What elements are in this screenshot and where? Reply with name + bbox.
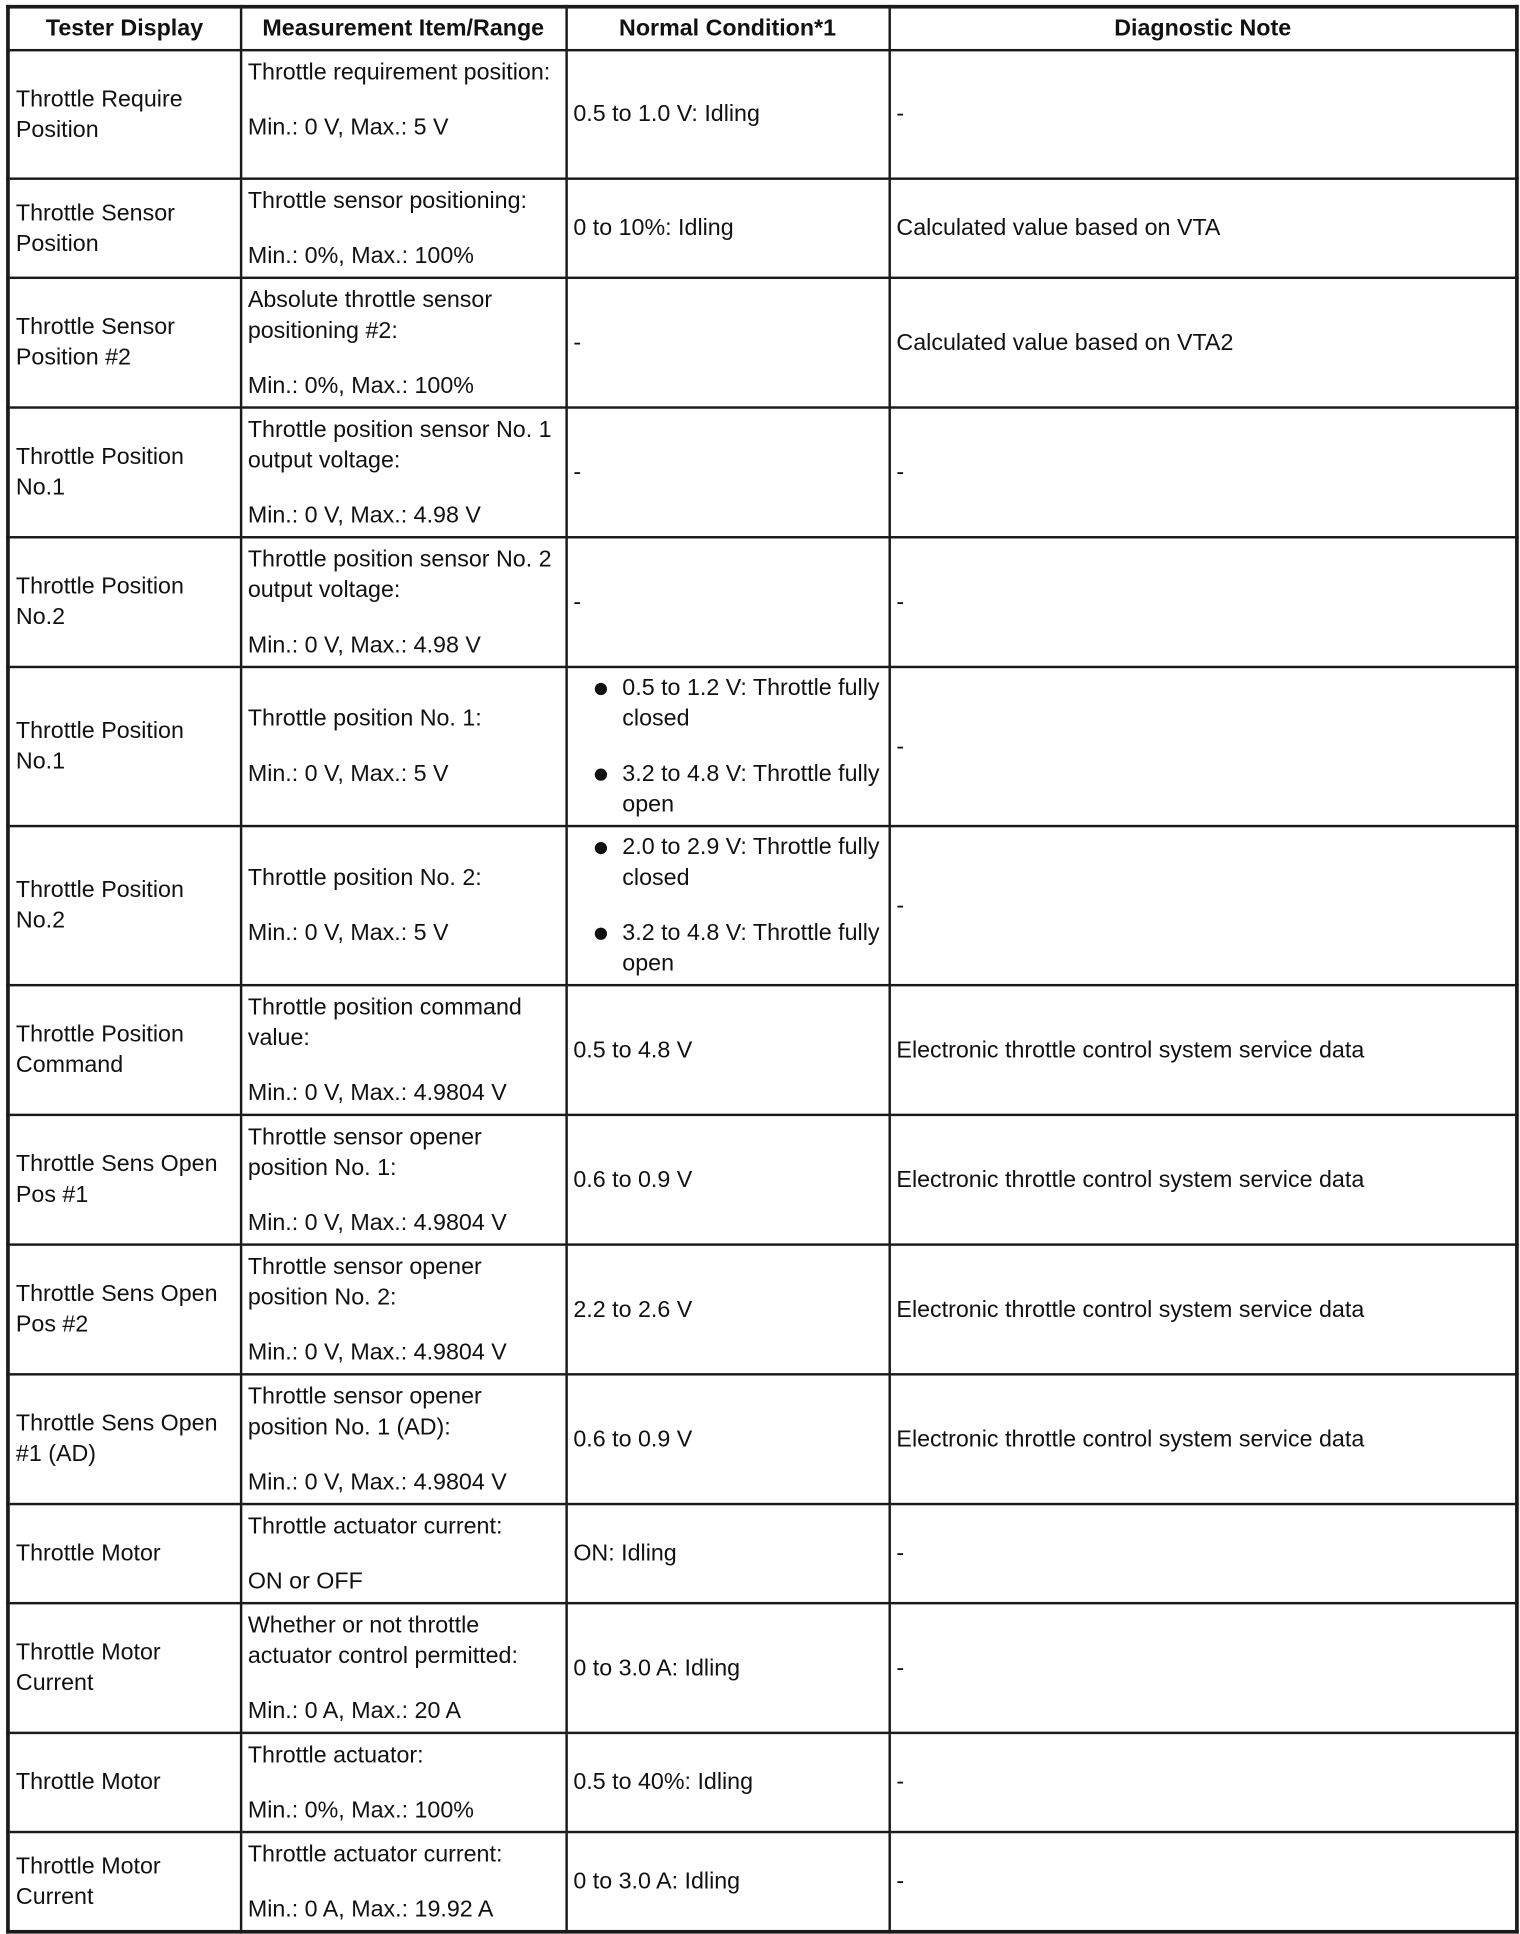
table-row — [8, 667, 1517, 826]
header-diagnostic-note: Diagnostic Note — [889, 7, 1517, 50]
measurement-range: Min.: 0 V, Max.: 4.9804 V — [247, 1080, 507, 1107]
tester-display-cell: Throttle Motor — [8, 1504, 241, 1603]
measurement-item: Throttle position command value: — [247, 994, 522, 1052]
measurement-range: ON or OFF — [247, 1568, 363, 1595]
table-row — [8, 1115, 1517, 1245]
normal-condition-cell: - — [566, 278, 889, 408]
table-row — [8, 1245, 1517, 1375]
tester-display-cell: Throttle Motor Current — [8, 1603, 241, 1733]
tester-display-cell: Throttle Sensor Position — [8, 179, 241, 278]
measurement-cell — [240, 1504, 566, 1603]
table-row — [8, 278, 1517, 408]
normal-condition-bullet: 2.0 to 2.9 V: Throttle fully closed — [592, 832, 882, 893]
normal-condition-cell — [566, 826, 889, 985]
measurement-range: Min.: 0%, Max.: 100% — [247, 373, 474, 399]
measurement-item: Throttle sensor opener position No. 2: — [247, 1254, 482, 1311]
table-header-row — [8, 7, 1517, 50]
normal-condition-cell: 0 to 3.0 A: Idling — [566, 1603, 889, 1733]
measurement-cell — [240, 826, 566, 985]
measurement-cell — [240, 1832, 566, 1932]
normal-condition-cell: - — [566, 537, 889, 667]
measurement-item: Throttle actuator: — [247, 1742, 424, 1769]
tester-display-cell: Throttle Require Position — [8, 50, 241, 178]
diagnostic-note-cell: Electronic throttle control system service data — [889, 1245, 1517, 1375]
normal-condition-cell: 0 to 3.0 A: Idling — [566, 1832, 889, 1932]
diagnostic-note-cell: - — [889, 667, 1517, 826]
measurement-item: Throttle sensor opener position No. 1 (AD): — [247, 1384, 482, 1441]
data-list-table — [6, 5, 1519, 1934]
normal-condition-cell: ON: Idling — [566, 1504, 889, 1603]
table-row — [8, 1374, 1517, 1504]
measurement-item: Throttle position sensor No. 1 output voltage: — [247, 417, 552, 474]
measurement-range: Min.: 0 A, Max.: 19.92 A — [247, 1896, 494, 1923]
tester-display-cell: Throttle Sens Open #1 (AD) — [8, 1374, 241, 1504]
measurement-item: Absolute throttle sensor positioning #2: — [247, 287, 493, 344]
normal-condition-cell: 0.5 to 40%: Idling — [566, 1733, 889, 1832]
measurement-cell — [240, 278, 566, 408]
normal-condition-bullet: 0.5 to 1.2 V: Throttle fully closed — [592, 673, 882, 734]
measurement-item: Throttle requirement position: — [247, 59, 551, 86]
tester-display-cell: Throttle Position No.1 — [8, 667, 241, 826]
normal-condition-cell: - — [566, 408, 889, 538]
normal-condition-cell: 0.6 to 0.9 V — [566, 1374, 889, 1504]
diagnostic-note-cell: - — [889, 826, 1517, 985]
measurement-range: Min.: 0 V, Max.: 5 V — [247, 115, 449, 141]
measurement-item: Whether or not throttle actuator control permitted: — [247, 1612, 518, 1670]
measurement-item: Throttle position sensor No. 2 output voltage: — [247, 547, 552, 604]
measurement-range: Min.: 0 V, Max.: 5 V — [247, 761, 449, 787]
table-row — [8, 1504, 1517, 1603]
header-normal-condition: Normal Condition*1 — [566, 7, 889, 50]
tester-display-cell: Throttle Position No.1 — [8, 408, 241, 538]
measurement-range: Min.: 0 V, Max.: 4.98 V — [247, 632, 481, 659]
table-row — [8, 985, 1517, 1115]
normal-condition-cell: 2.2 to 2.6 V — [566, 1245, 889, 1375]
measurement-cell — [240, 1245, 566, 1375]
normal-condition-cell: 0 to 10%: Idling — [566, 179, 889, 278]
measurement-cell — [240, 537, 566, 667]
normal-condition-cell: 0.5 to 1.0 V: Idling — [566, 50, 889, 178]
measurement-range: Min.: 0 V, Max.: 5 V — [247, 920, 449, 946]
normal-condition-cell: 0.6 to 0.9 V — [566, 1115, 889, 1245]
table-row — [8, 1832, 1517, 1932]
diagnostic-note-cell: - — [889, 537, 1517, 667]
diagnostic-note-cell: Calculated value based on VTA2 — [889, 278, 1517, 408]
measurement-cell — [240, 1603, 566, 1733]
diagnostic-note-cell: - — [889, 1603, 1517, 1733]
measurement-range: Min.: 0 V, Max.: 4.9804 V — [247, 1340, 507, 1366]
measurement-item: Throttle position No. 2: — [247, 865, 482, 891]
diagnostic-note-cell: Calculated value based on VTA — [889, 179, 1517, 278]
measurement-range: Min.: 0 V, Max.: 4.9804 V — [247, 1210, 507, 1237]
normal-condition-cell: 0.5 to 4.8 V — [566, 985, 889, 1115]
tester-display-cell: Throttle Sens Open Pos #2 — [8, 1245, 241, 1375]
measurement-item: Throttle actuator current: — [247, 1513, 503, 1540]
measurement-item: Throttle sensor opener position No. 1: — [247, 1124, 482, 1181]
measurement-cell — [240, 179, 566, 278]
diagnostic-note-cell: Electronic throttle control system service data — [889, 1374, 1517, 1504]
measurement-item: Throttle sensor positioning: — [247, 188, 527, 215]
measurement-cell — [240, 667, 566, 826]
measurement-item: Throttle actuator current: — [247, 1841, 503, 1868]
table-row — [8, 537, 1517, 667]
diagnostic-note-cell: - — [889, 1733, 1517, 1832]
diagnostic-note-cell: - — [889, 1832, 1517, 1932]
header-measurement-item: Measurement Item/Range — [240, 7, 566, 50]
measurement-item: Throttle position No. 1: — [247, 706, 482, 732]
measurement-cell — [240, 985, 566, 1115]
diagnostic-note-cell: Electronic throttle control system service data — [889, 1115, 1517, 1245]
table-row — [8, 826, 1517, 985]
normal-condition-bullet: 3.2 to 4.8 V: Throttle fully open — [592, 918, 882, 979]
diagnostic-note-cell: - — [889, 1504, 1517, 1603]
header-tester-display: Tester Display — [8, 7, 241, 50]
diagnostic-note-cell: Electronic throttle control system service data — [889, 985, 1517, 1115]
measurement-range: Min.: 0%, Max.: 100% — [247, 243, 474, 270]
measurement-cell — [240, 50, 566, 178]
table-row — [8, 50, 1517, 178]
normal-condition-bullet: 3.2 to 4.8 V: Throttle fully open — [592, 759, 882, 820]
diagnostic-note-cell: - — [889, 408, 1517, 538]
table-row — [8, 179, 1517, 278]
measurement-range: Min.: 0 V, Max.: 4.98 V — [247, 502, 481, 529]
measurement-cell — [240, 1115, 566, 1245]
measurement-range: Min.: 0 A, Max.: 20 A — [247, 1698, 462, 1725]
table-row — [8, 1603, 1517, 1733]
tester-display-cell: Throttle Sens Open Pos #1 — [8, 1115, 241, 1245]
table-row — [8, 1733, 1517, 1832]
measurement-cell — [240, 408, 566, 538]
measurement-cell — [240, 1374, 566, 1504]
tester-display-cell: Throttle Position No.2 — [8, 826, 241, 985]
tester-display-cell: Throttle Motor Current — [8, 1832, 241, 1932]
tester-display-cell: Throttle Position Command — [8, 985, 241, 1115]
table-row — [8, 408, 1517, 538]
tester-display-cell: Throttle Position No.2 — [8, 537, 241, 667]
tester-display-cell: Throttle Sensor Position #2 — [8, 278, 241, 408]
measurement-cell — [240, 1733, 566, 1832]
tester-display-cell: Throttle Motor — [8, 1733, 241, 1832]
measurement-range: Min.: 0 V, Max.: 4.9804 V — [247, 1469, 507, 1496]
measurement-range: Min.: 0%, Max.: 100% — [247, 1797, 474, 1824]
diagnostic-note-cell: - — [889, 50, 1517, 178]
normal-condition-cell — [566, 667, 889, 826]
